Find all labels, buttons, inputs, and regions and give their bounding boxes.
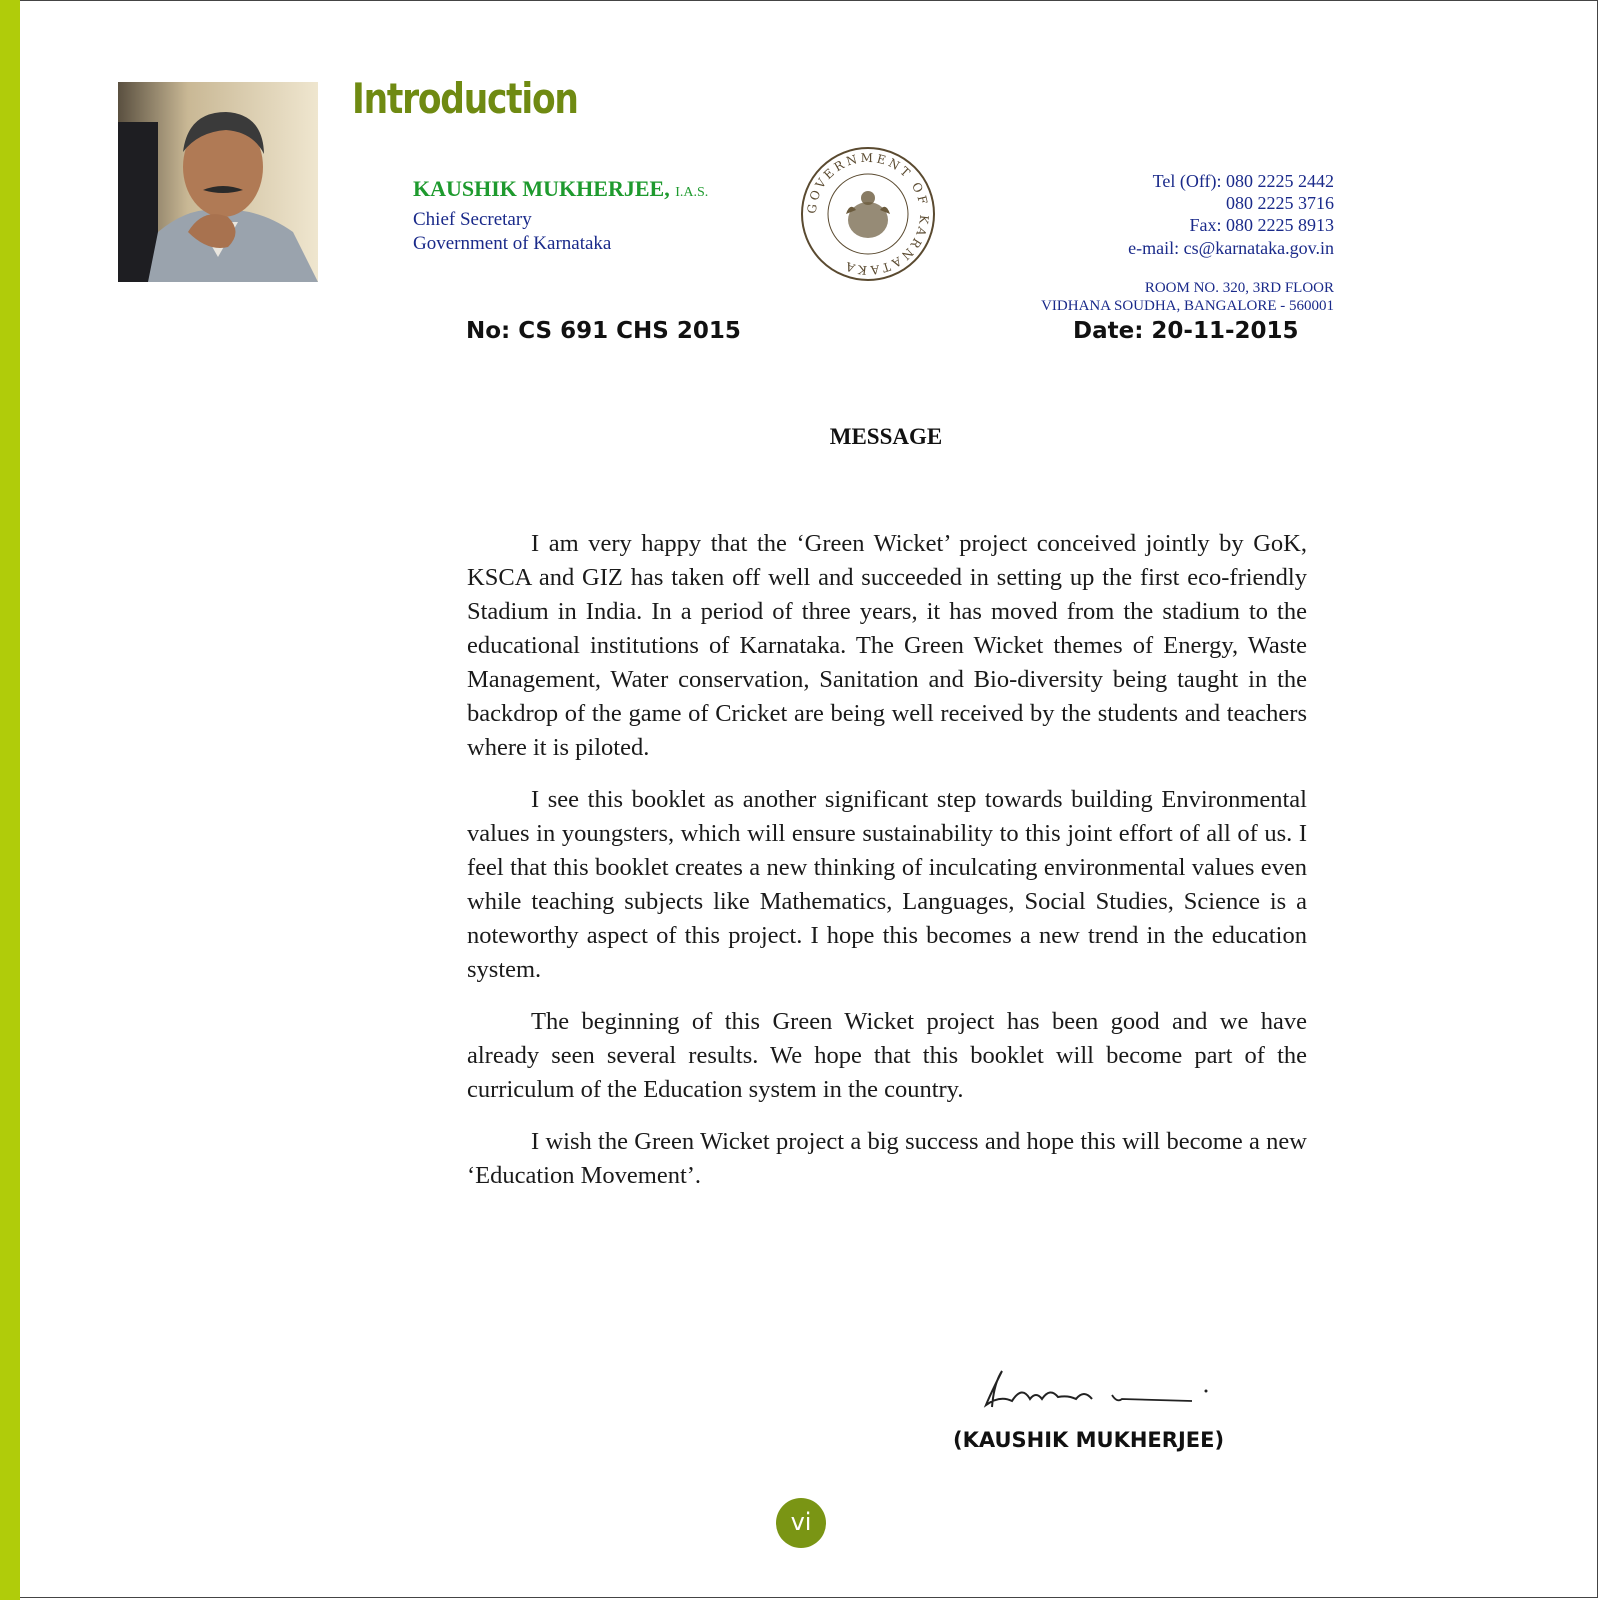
sender-designation: Chief Secretary bbox=[413, 209, 532, 230]
section-title: Introduction bbox=[352, 74, 578, 123]
contact-fax: Fax: 080 2225 8913 bbox=[1189, 215, 1334, 235]
government-seal-icon bbox=[798, 144, 938, 284]
seal-text: GOVERNMENT OF KARNATAKA bbox=[804, 150, 932, 278]
portrait-photo bbox=[118, 82, 318, 282]
message-paragraph: The beginning of this Green Wicket project has been good and we have already seen several results. We hope that this booklet will become part of the curriculum of the Education system in the country. bbox=[467, 1008, 1307, 1103]
contact-tel: Tel (Off): 080 2225 2442 bbox=[1152, 171, 1334, 191]
sender-suffix: I.A.S. bbox=[675, 185, 709, 200]
sender-name-text: KAUSHIK MUKHERJEE, bbox=[413, 176, 670, 201]
page-number-badge: vi bbox=[776, 1498, 826, 1548]
message-paragraph: I am very happy that the ‘Green Wicket’ project conceived jointly by GoK, KSCA and GIZ has taken off well and succeeded in setting up the first eco-friendly Stadium in India. In a period of three years, it has moved from the stadium to the educational institutions of Karnataka. The Green Wicket themes of Energy, Waste Management, Water conservation, Sanitation and Bio-diversity being taught in the backdrop of the game of Cricket are being well received by the students and teachers where it is piloted. bbox=[467, 530, 1307, 761]
sender-organization: Government of Karnataka bbox=[413, 233, 612, 254]
signature-text: Kaushik bbox=[972, 1365, 976, 1366]
signer-name: (KAUSHIK MUKHERJEE) bbox=[953, 1428, 1225, 1452]
contact-tel-2: 080 2225 3716 bbox=[1226, 193, 1334, 213]
contact-email: e-mail: cs@karnataka.gov.in bbox=[1128, 238, 1334, 258]
message-paragraph: I see this booklet as another significant step towards building Environmental values in youngsters, which will ensure sustainability to this joint effort of all of us. I feel that this booklet creates a new thinking of inculcating environmental values even while teaching subjects like Mathematics, Languages, Social Studies, Science is a noteworthy aspect of this project. I hope this becomes a new trend in the education system. bbox=[467, 786, 1307, 983]
reference-number: No: CS 691 CHS 2015 bbox=[466, 318, 741, 344]
reference-date: Date: 20-11-2015 bbox=[1073, 318, 1299, 344]
portrait-image bbox=[118, 82, 318, 282]
contact-address: VIDHANA SOUDHA, BANGALORE - 560001 bbox=[1041, 298, 1334, 314]
message-heading: MESSAGE bbox=[829, 424, 943, 449]
accent-strip bbox=[0, 0, 20, 1600]
message-body bbox=[467, 527, 1307, 1211]
signature-icon bbox=[972, 1365, 1232, 1415]
sender-name bbox=[413, 176, 708, 202]
contact-room: ROOM NO. 320, 3RD FLOOR bbox=[1144, 280, 1334, 296]
message-paragraph: I wish the Green Wicket project a big success and hope this will become a new ‘Education Movement’. bbox=[467, 1128, 1307, 1189]
